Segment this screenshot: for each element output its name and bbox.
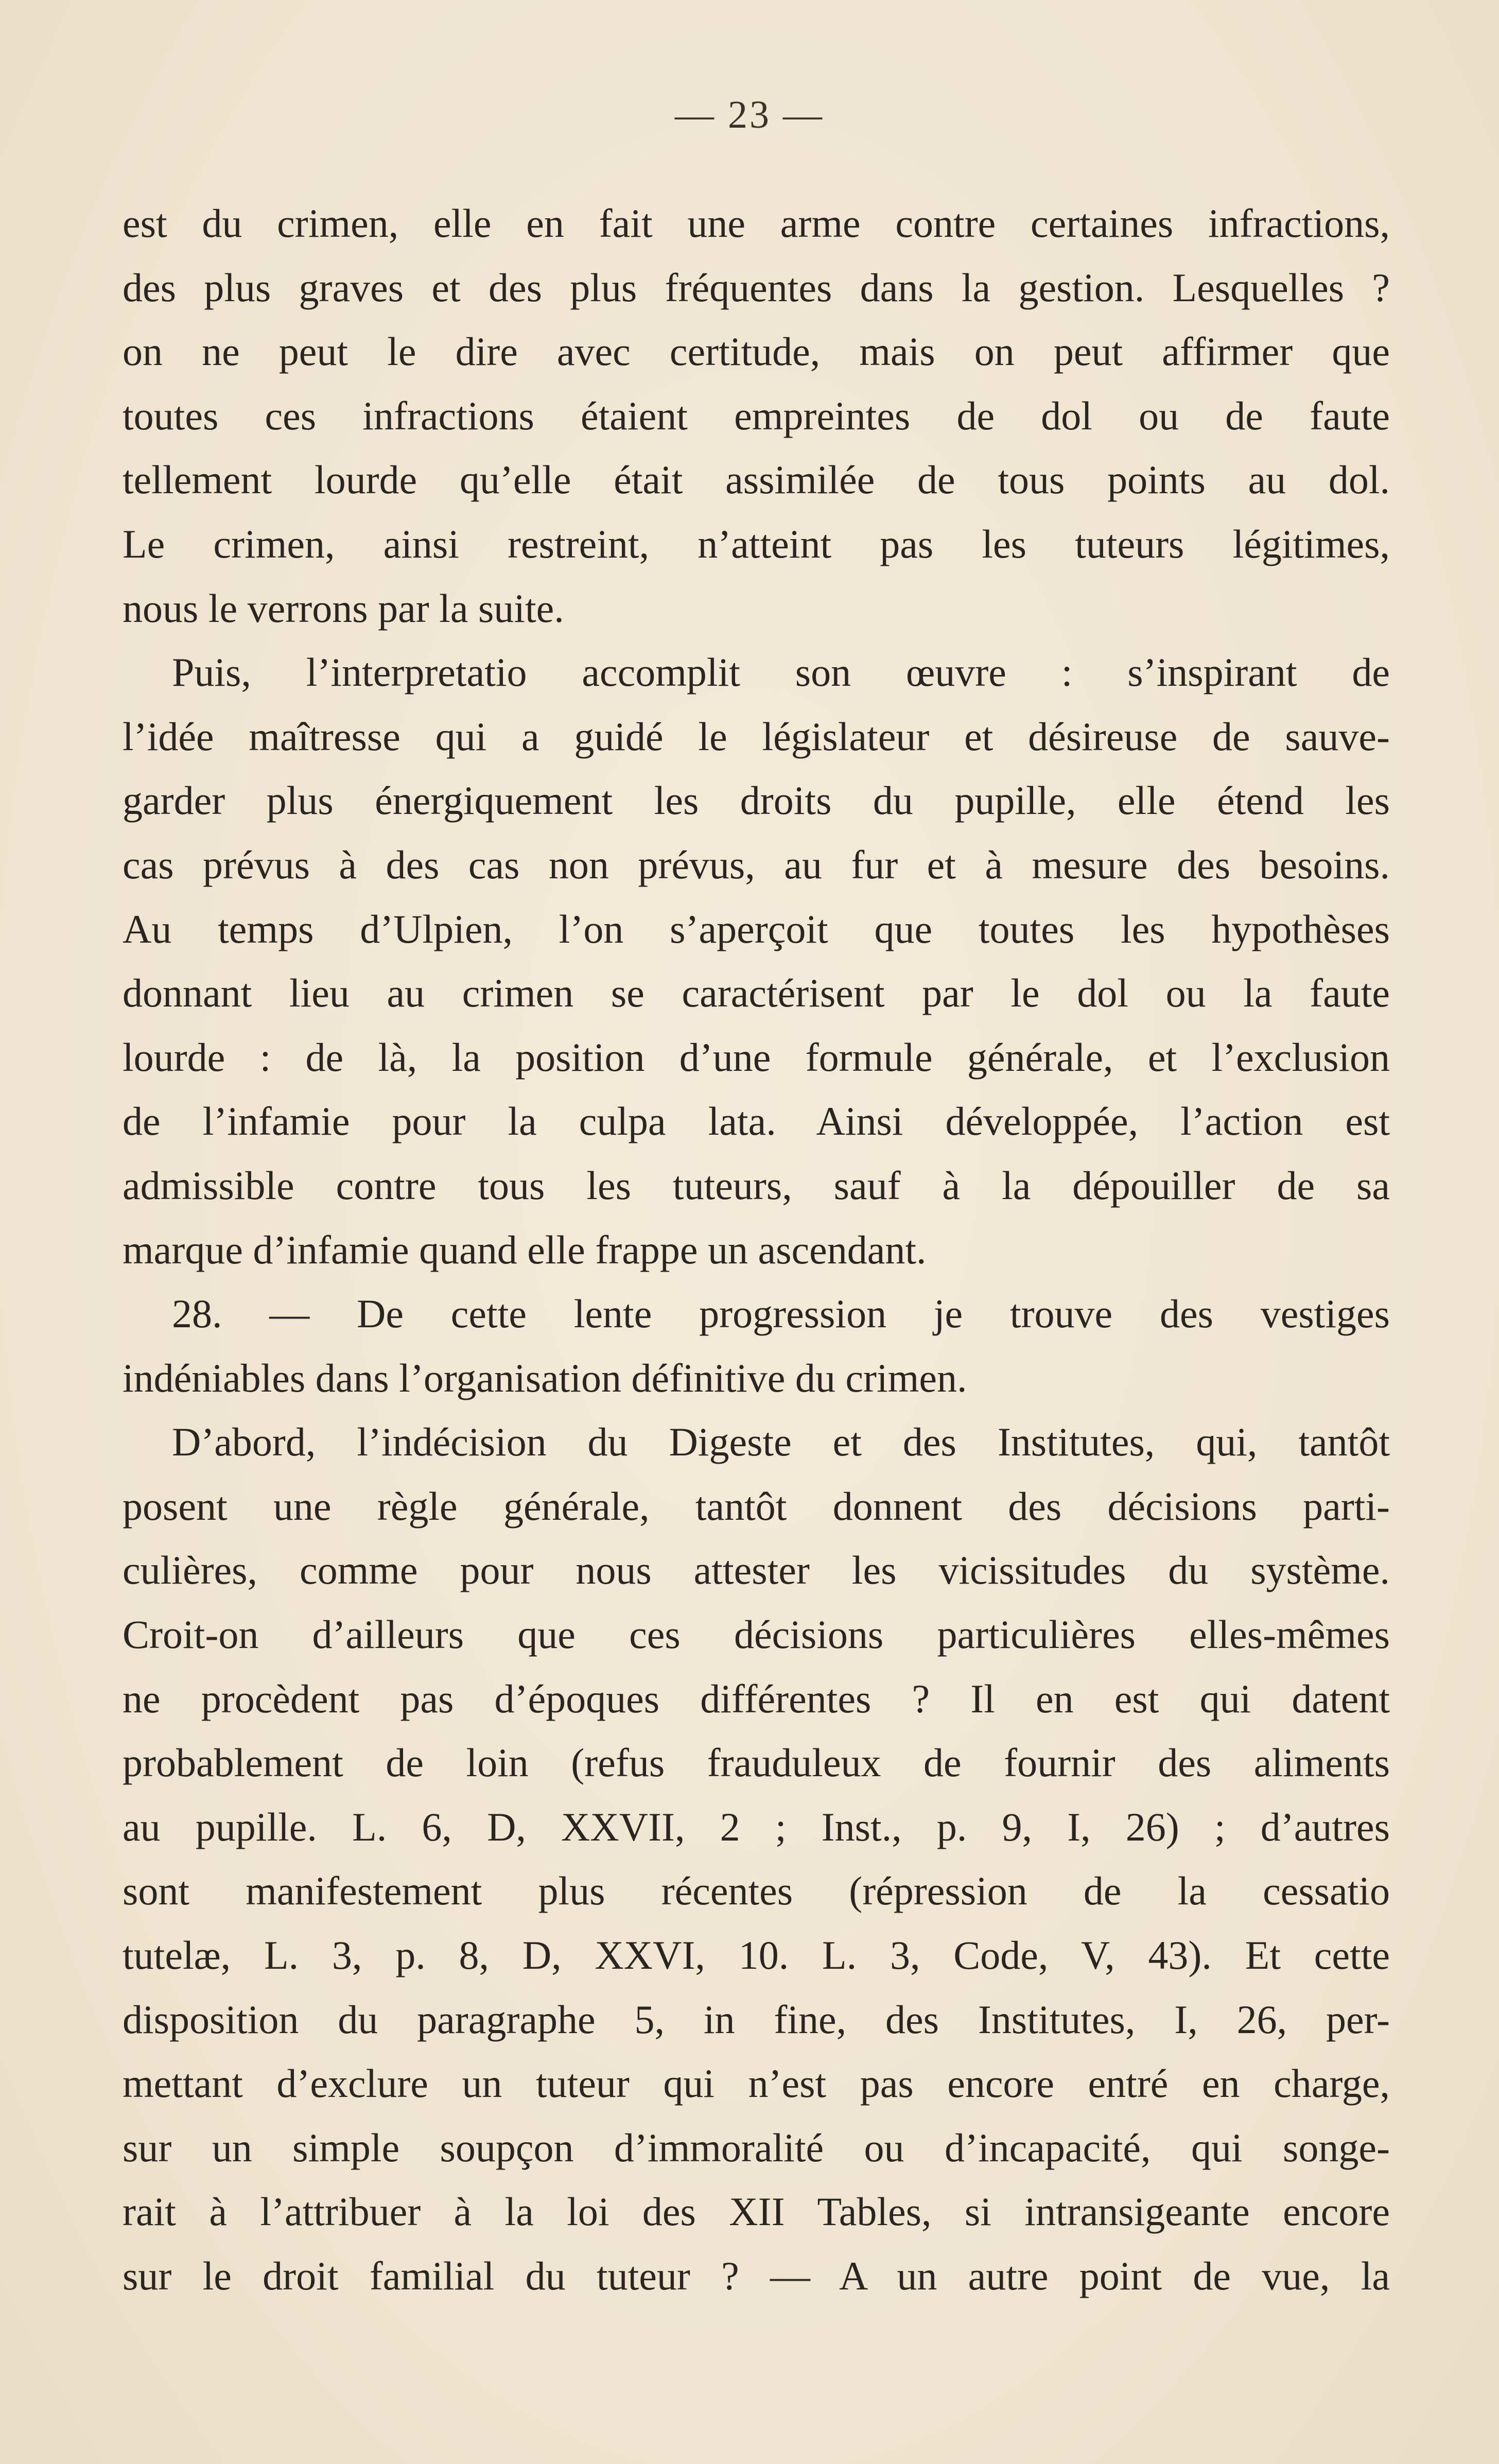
body-text <box>123 192 1390 2309</box>
text-line: l’idée maîtresse qui a guidé le législateur et désireuse de sauve- <box>123 714 1390 759</box>
text-line: Puis, l’interpretatio accomplit son œuvre : s’inspirant de <box>172 650 1390 695</box>
text-line: marque d’infamie quand elle frappe un ascendant. <box>123 1227 927 1272</box>
text-line: sur un simple soupçon d’immoralité ou d’incapacité, qui songe- <box>123 2125 1390 2170</box>
text-line: tellement lourde qu’elle était assimilée de tous points au dol. <box>123 457 1390 502</box>
text-line: ne procèdent pas d’époques différentes ? Il en est qui datent <box>123 1676 1390 1721</box>
text-line: donnant lieu au crimen se caractérisent par le dol ou la faute <box>123 970 1390 1016</box>
page-number: — 23 — <box>675 93 824 136</box>
text-line: cas prévus à des cas non prévus, au fur et à mesure des besoins. <box>123 842 1390 887</box>
text-line: rait à l’attribuer à la loi des XII Tables, si intransigeante encore <box>123 2189 1390 2234</box>
text-line: Le crimen, ainsi restreint, n’atteint pas les tuteurs légitimes, <box>123 521 1390 566</box>
text-line: sur le droit familial du tuteur ? — A un autre point de vue, la <box>123 2253 1390 2298</box>
text-line: probablement de loin (refus frauduleux de fournir des aliments <box>123 1740 1390 1785</box>
text-line: indéniables dans l’organisation définitive du crimen. <box>123 1355 967 1400</box>
text-line: posent une règle générale, tantôt donnent des décisions parti- <box>123 1483 1390 1529</box>
text-line: Au temps d’Ulpien, l’on s’aperçoit que toutes les hypothèses <box>123 906 1390 951</box>
text-line: de l’infamie pour la culpa lata. Ainsi développée, l’action est <box>123 1099 1390 1144</box>
text-line: au pupille. L. 6, D, XXVII, 2 ; Inst., p. 9, I, 26) ; d’autres <box>123 1804 1390 1849</box>
text-line: garder plus énergiquement les droits du pupille, elle étend les <box>123 778 1390 823</box>
text-line: tutelæ, L. 3, p. 8, D, XXVI, 10. L. 3, Code, V, 43). Et cette <box>123 1933 1390 1978</box>
text-line: D’abord, l’indécision du Digeste et des Institutes, qui, tantôt <box>172 1419 1390 1465</box>
text-line: Croit-on d’ailleurs que ces décisions particulières elles-mêmes <box>123 1612 1390 1657</box>
text-line: admissible contre tous les tuteurs, sauf à la dépouiller de sa <box>123 1162 1390 1208</box>
text-line: des plus graves et des plus fréquentes dans la gestion. Lesquelles ? <box>123 265 1390 310</box>
text-line: nous le verrons par la suite. <box>123 585 564 631</box>
text-line: est du crimen, elle en fait une arme contre certaines infractions, <box>123 201 1390 246</box>
text-line: culières, comme pour nous attester les vicissitudes du système. <box>123 1548 1390 1593</box>
text-line: on ne peut le dire avec certitude, mais on peut affirmer que <box>123 329 1390 374</box>
text-line: mettant d’exclure un tuteur qui n’est pas encore entré en charge, <box>123 2061 1390 2106</box>
text-line: disposition du paragraphe 5, in fine, des Institutes, I, 26, per- <box>123 1997 1390 2042</box>
text-line: lourde : de là, la position d’une formule générale, et l’exclusion <box>123 1034 1390 1080</box>
text-line: sont manifestement plus récentes (répression de la cessatio <box>123 1868 1390 1914</box>
text-line: 28. — De cette lente progression je trouve des vestiges <box>172 1291 1390 1337</box>
text-line: toutes ces infractions étaient empreintes de dol ou de faute <box>123 393 1390 438</box>
